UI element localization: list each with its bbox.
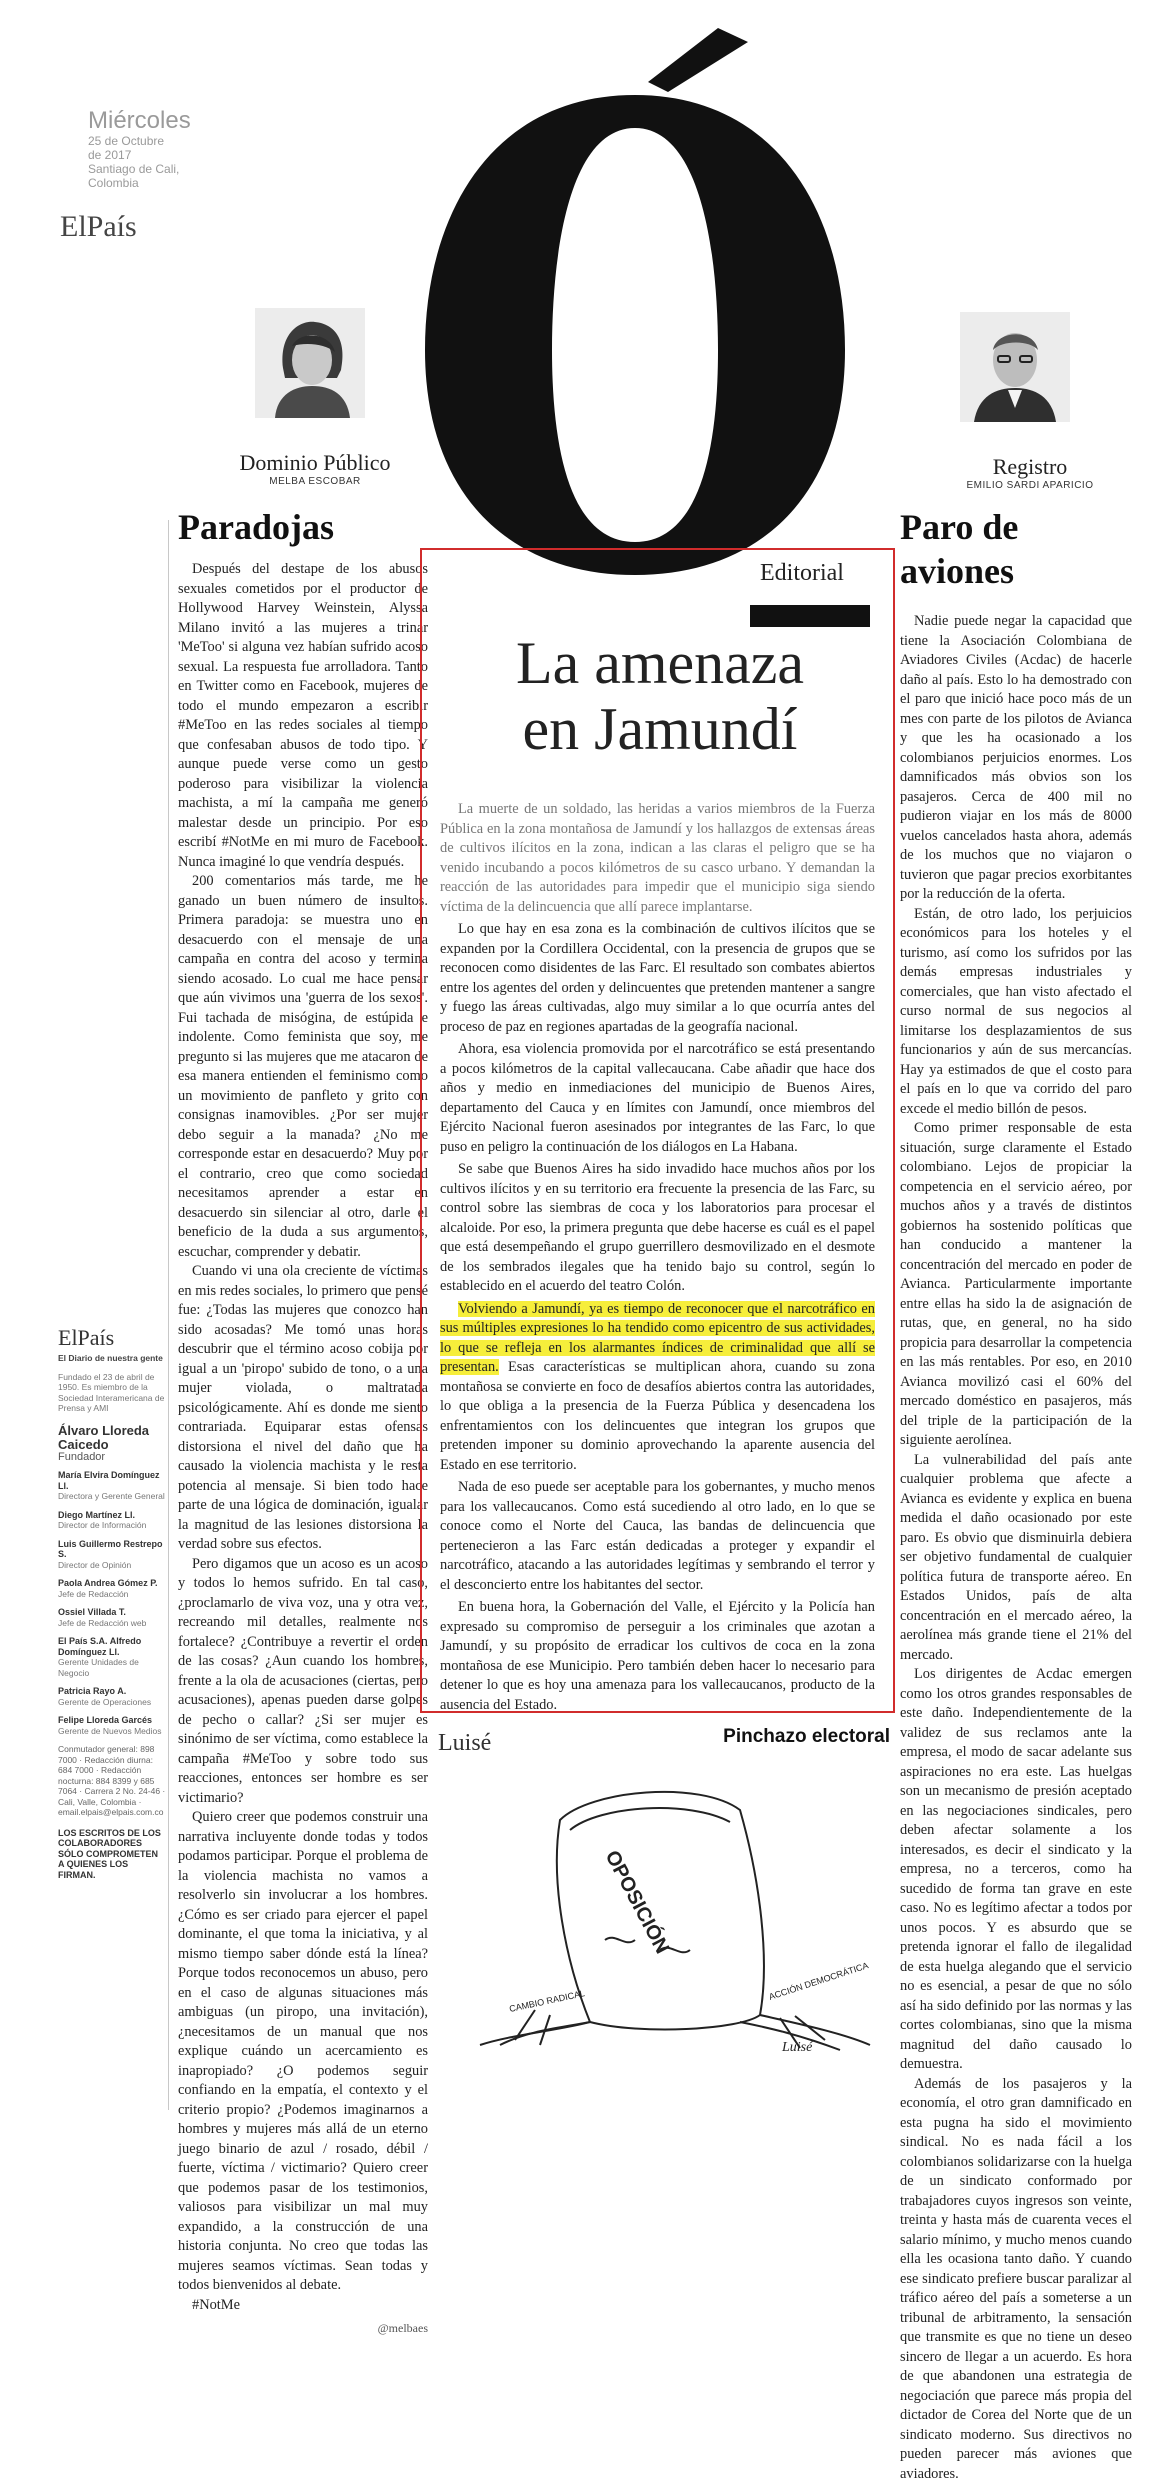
- staff-entry: [58, 1510, 166, 1531]
- paragraph: Quiero creer que podemos construir una narrativa incluyente donde todas y todos podamos participar. Porque el problema de la violencia machista no vamos a resolverlo sin involucrar a los hombres. ¿Cómo es ser criado para ejercer el papel dominante, el que toma la iniciativa, y al mismo tiempo saber dónde está la línea? Porque todos reconocemos un abuso, pero en el caso de algunas situaciones más ambiguas (un piropo, una invitación), ¿necesitamos de un manual que nos explique cuándo un acercamiento es inapropiado? ¿O podemos seguir confiando en la empatía, el contexto y el criterio propio? ¿Podemos imaginarnos a hombres y mujeres más allá de un eterno juego binario de azul / rosado, débil / fuerte, víctima / victimario? Quiero creer que podemos pasar de los testimonios, valiosos para visibilizar un mal muy expandido, a la construcción de una historia conjunta. No creo que todas las mujeres seamos víctimas. Sean todas y todos bienvenidos al debate.: [178, 1808, 428, 2296]
- editorial-headline: [440, 630, 880, 762]
- staff-role: Gerente de Nuevos Medios: [58, 1726, 166, 1737]
- staff-role: Gerente Unidades de Negocio: [58, 1657, 166, 1678]
- staff-role: Fundador: [58, 1452, 166, 1463]
- masthead-logo: ElPaís: [58, 1325, 166, 1351]
- paragraph: Se sabe que Buenos Aires ha sido invadido hace muchos años por los cultivos ilícitos y en su territorio era frecuente la presencia de las Farc, su control sobre las siembras de coca y los laboratorios para procesar el alcaloide. Por eso, la primera pregunta que debe hacerse es cuál es el papel que está desempeñando el grupo guerrillero desmovilizado en el desmote de los sembrados ilegales que ha tenido bajo su control, según lo establecido en el acuerdo del teatro Colón.: [440, 1160, 875, 1297]
- date-line: Colombia: [88, 176, 198, 190]
- staff-entry: [58, 1607, 166, 1628]
- staff-name: El País S.A. Alfredo Domínguez Ll.: [58, 1636, 166, 1657]
- author-photo-emilio: [960, 312, 1070, 422]
- staff-name: María Elvira Domínguez Ll.: [58, 1470, 166, 1491]
- staff-entry: [58, 1539, 166, 1571]
- paragraph: La muerte de un soldado, las heridas a varios miembros de la Fuerza Pública en la zona montañosa de Jamundí y los hallazgos de extensas áreas de cultivos ilícitos en la zona, indican a las claras el peligro que se ha venido incubando a pocos kilómetros de su casco urbano. Y demandan la reacción de las autoridades para impedir que el municipio siga siendo víctima de la delincuencia que allí parece implantarse.: [440, 800, 875, 917]
- staff-role: Jefe de Redacción web: [58, 1618, 166, 1629]
- left-article-title: Paradojas: [178, 505, 428, 549]
- staff-role: Jefe de Redacción: [58, 1589, 166, 1600]
- masthead-founded: Fundado el 23 de abril de 1950. Es miembro de la Sociedad Interamericana de Prensa y AMI: [58, 1372, 166, 1414]
- date-line: Santiago de Cali,: [88, 162, 198, 176]
- staff-entry: [58, 1636, 166, 1678]
- staff-name: Ossiel Villada T.: [58, 1607, 166, 1618]
- paragraph: Los dirigentes de Acdac emergen como los otros grandes responsables de este daño. Independientemente de la validez de sus reclamos ante la empresa, el modo de sacar adelante sus aspiraciones no era este. Las huelgas son un mecanismo de presión aceptado en las negociaciones sindicales, pero deben afectar solamente a los interesados, es decir el sindicato y la empresa, no a terceros, como ha sucedido de forma tan grave en este caso. No es legítimo afectar a todos por unos pocos. Y es absurdo que se pretenda ignorar el fallo de ilegalidad de esta huelga alegando que el servicio no es esencial, a pesar de que no sólo así ha sido definido por las normas y las cortes colombianas, sino que la misma magnitud del daño causado lo demuestra.: [900, 1665, 1132, 2075]
- right-byline: [930, 454, 1130, 491]
- cartoon-signature: Luisé: [782, 2040, 812, 2056]
- section-name: Registro: [930, 454, 1130, 480]
- right-article-body: [900, 612, 1132, 2484]
- editorial-label: Editorial: [760, 560, 844, 587]
- editorial-body: [440, 800, 875, 1718]
- paragraph: Nada de eso puede ser aceptable para los gobernantes, y mucho menos para los vallecaucanos. Como está sucediendo al otro lado, en lo que se conoce como el Norte del Cauca, las bandas de delincuencia que pertenecieron a las Farc están dedicadas a proteger y expandir el narcotráfico, atacando a las autoridades legítimas y sembrando el terror y el desconcierto entre los habitantes del sector.: [440, 1478, 875, 1595]
- staff-role: Director de Opinión: [58, 1560, 166, 1571]
- editorial-bar: [750, 605, 870, 627]
- date-line: 25 de Octubre: [88, 134, 198, 148]
- left-byline: [190, 450, 440, 487]
- cartoon-drawing: [440, 1760, 890, 2065]
- staff-role: Gerente de Operaciones: [58, 1697, 166, 1708]
- masthead-tagline: El Diario de nuestra gente: [58, 1353, 166, 1364]
- staff-role: Director de Información: [58, 1520, 166, 1531]
- column-divider: [168, 520, 169, 2110]
- paragraph: [440, 1300, 875, 1476]
- right-article-title: [900, 505, 1130, 593]
- date-line: de 2017: [88, 148, 198, 162]
- section-name: Dominio Público: [190, 450, 440, 476]
- paragraph: Además de los pasajeros y la economía, el otro gran damnificado en esta pugna ha sido el movimiento sindical. No es nada fácil a los colombianos solidarizarse con la huelga de un sindicato conformado por trabajadores cuyos ingresos son veinte, treinta y hasta más de cuarenta veces el salario mínimo, y mucho menos cuando ella les ocasiona tanto daño. Y cuando ese sindicato prefiere buscar paralizar al tráfico aéreo del país a someterse a un tribunal de arbitramento, la sensación que transmite es que no tiene un deseo sincero de llegar a un acuerdo. Es hora de que abandonen una estrategia de negociación que parece más propia del dictador de Corea del Norte que de un sindicato moderno. Sus directivos no pueden parecer más aviones que aviadores.: [900, 2075, 1132, 2484]
- weekday: Miércoles: [88, 108, 198, 134]
- staff-role: Directora y Gerente General: [58, 1491, 166, 1502]
- masthead-contact: Conmutador general: 898 7000 · Redacción diurna: 684 7000 · Redacción nocturna: 884 8399 y 685 7064 · Carrera 2 No. 24-46 · Cali, Valle, Colombia · email.elpais@elpais.com.co: [58, 1744, 166, 1818]
- paragraph: Pero digamos que un acoso es un acoso y todos lo hemos sufrido. En tal caso, ¿proclamarlo de viva voz, una y otra vez, recreando mil detalles, realmente nos fortalece? ¿Contribuye a revertir el orden de las cosas? ¿Aun cuando los hombres, frente a la ola de acusaciones (ciertas, pero acusaciones), apenas pueden darse golpes de pecho o callar? ¿Si ser mujer es sinónimo de ser víctima, como establece la campaña #MeToo y sobre todo sus reacciones, entonces ser hombre es ser victimario?: [178, 1555, 428, 1809]
- staff-entry: [58, 1715, 166, 1736]
- cartoon-title: Pinchazo electoral: [690, 1726, 890, 1748]
- paragraph: En buena hora, la Gobernación del Valle, el Ejército y la Policía han expresado su compromiso de perseguir a los criminales que azotan a Jamundí, y su propósito de erradicar los cultivos de coca en la zona montañosa de ese Municipio. Pero también deben hacer lo necesario para detener lo que es hoy una amenaza para los vallecaucanos, producto de la ausencia del Estado.: [440, 1598, 875, 1715]
- staff-entry: [58, 1578, 166, 1599]
- paragraph: La vulnerabilidad del país ante cualquier problema que afecte a Avianca es evidente y explica en buena medida el daño ocasionado por este paro. Es obvio que disminuirla debiera ser objetivo fundamental de cualquier política futura de transporte aéreo. En Estados Unidos, país de alta concentración en el mercado aéreo, la aerolínea más grande tiene el 21% del mercado.: [900, 1451, 1132, 1666]
- left-article-body: [178, 560, 428, 2339]
- highlighted-text: Volviendo a Jamundí, ya es tiempo de reconocer que el narcotráfico en sus múltiples expresiones lo ha tendido como epicentro de sus actividades, lo que se refleja en los alarmantes índices de criminalidad que allí se presentan.: [440, 1301, 875, 1376]
- paragraph-text: Esas características se multiplican ahora, cuando su zona montañosa se convierte en foco de desafíos abiertos contra las autoridades, lo que obliga a la presencia de la Fuerza Pública y desencadena los enfrentamientos con los delincuentes que integran los grupos que pretenden imponer su dominio aprovechando la aparente ausencia del Estado en ese territorio.: [440, 1359, 875, 1473]
- staff-name: Diego Martínez Ll.: [58, 1510, 166, 1521]
- paragraph: Después del destape de los abusos sexuales cometidos por el productor de Hollywood Harvey Weinstein, Alyssa Milano invitó a las mujeres a trinar 'MeToo' si alguna vez habían sufrido acoso sexual. La respuesta fue arrolladora. Tanto en Twitter como en Facebook, mujeres de todo el mundo empezaron a escribir #MeToo en las redes sociales al tiempo que confesaban abusos de todo tipo. Y aunque puede verse como un gesto poderoso para visibilizar la violencia machista, a mí la campaña me generó malestar desde un principio. Por eso escribí #NotMe en mi muro de Facebook. Nunca imaginé lo que vendría después.: [178, 560, 428, 872]
- paragraph: Nadie puede negar la capacidad que tiene la Asociación Colombiana de Aviadores Civiles (Acdac) de hacerle daño al país. Esto lo ha demostrado con el paro que inició hace poco más de un mes con parte de los pilotos de Avianca y que les ha ocasionado a los colombianos perjuicios enormes. Los damnificados más obvios son los pasajeros. Cerca de 400 mil no pudieron viajar en los más de 8000 vuelos cancelados hasta ahora, además de los muchos que no viajaron o tuvieron que pagar precios exorbitantes por la reducción de la oferta.: [900, 612, 1132, 905]
- staff-entry: [58, 1470, 166, 1502]
- paragraph: Cuando vi una ola creciente de víctimas en mis redes sociales, lo primero que pensé fue: ¿Todas las mujeres que conozco han sido acosadas? Me tomó unas horas descubrir que el término acoso cobija por igual a un 'piropo' subido de tono, o a una mujer violada, o maltratada psicológicamente. Ahí es donde me siento contrariada. Equiparar estas ofensas distorsiona el nivel del daño que ha causado la violencia machista y le resta potencia al mensaje. Si bien todo hace parte de una lógica de dominación, igualar la magnitud de las lesiones distorsiona la verdad sobre sus efectos.: [178, 1262, 428, 1555]
- staff-name: Luis Guillermo Restrepo S.: [58, 1539, 166, 1560]
- paragraph: Lo que hay en esa zona es la combinación de cultivos ilícitos que se expanden por la Cordillera Occidental, con la presencia de grupos que se reconocen como disidentes de las Farc. El resultado son combates abiertos entre los agentes del orden y delincuentes que pretenden mantener a sangre y fuego las áreas cultivadas, algo muy similar a lo que ocurría antes del proceso de paz en regiones apartadas de la geografía nacional.: [440, 920, 875, 1037]
- author-name: MELBA ESCOBAR: [190, 476, 440, 487]
- paragraph: Están, de otro lado, los perjuicios económicos para los hoteles y el turismo, así como los sufridos por las demás empresas industriales y comerciales, que han visto afectado el curso normal de sus negocios al limitarse los desplazamientos de sus funcionarios y aún de sus mercancías. Hay ya estimados de que el costo para el país en lo que va corrido del paro excede el medio billón de pesos.: [900, 905, 1132, 1120]
- staff-name: Felipe Lloreda Garcés: [58, 1715, 166, 1726]
- tire-label: OPOSICIÓN: [601, 1846, 675, 1957]
- hashtag: #NotMe: [178, 2296, 428, 2316]
- headline-line: en Jamundí: [440, 696, 880, 762]
- title-line: Paro de: [900, 505, 1130, 549]
- author-handle: @melbaes: [178, 2319, 428, 2339]
- staff-entry: [58, 1686, 166, 1707]
- staff-name: Álvaro Lloreda Caicedo: [58, 1424, 166, 1452]
- cartoonist-name: Luisé: [438, 1730, 491, 1757]
- author-name: EMILIO SARDI APARICIO: [930, 480, 1130, 491]
- author-photo-melba: [255, 308, 365, 418]
- headline-line: La amenaza: [440, 630, 880, 696]
- paragraph: Como primer responsable de esta situación, surge claramente el Estado colombiano. Lejos de propiciar la competencia en el servicio aéreo, por muchos años y a través de distintos gobiernos ha sostenido políticas que han conducido a mantener la concentración del mercado en poder de Avianca. Particularmente importante entre ellas ha sido la de asignación de rutas, que, en general, no ha sido propicia para desarrollar la competencia en las más rentables. Por eso, en 2010 Avianca movilizó casi el 60% del mercado doméstico en pasajeros, más del triple de la participación de la siguiente aerolínea.: [900, 1119, 1132, 1451]
- tag-right: ACCIÓN DEMOCRÁTICA: [768, 1960, 870, 2002]
- paragraph: Ahora, esa violencia promovida por el narcotráfico se está presentando a pocos kilómetros de la capital vallecaucana. Cabe añadir que hace dos años y medio en inmediaciones del municipio de Buenos Aires, departamento del Cauca y en límites con Jamundí, once miembros del Ejército Nacional fueron asesinados por integrantes de las Farc, lo que puso en peligro la continuación de los diálogos en La Habana.: [440, 1040, 875, 1157]
- staff-name: Paola Andrea Gómez P.: [58, 1578, 166, 1589]
- staff-entry: [58, 1424, 166, 1463]
- brand-logo: ElPaís: [60, 210, 137, 244]
- opinion-o-logo: [400, 20, 870, 580]
- title-line: aviones: [900, 549, 1130, 593]
- masthead: [58, 1325, 166, 1880]
- date-block: [88, 108, 198, 190]
- tag-left: CAMBIO RADICAL: [508, 1988, 585, 2014]
- masthead-notice: LOS ESCRITOS DE LOS COLABORADORES SÓLO COMPROMETEN A QUIENES LOS FIRMAN.: [58, 1828, 166, 1881]
- paragraph: 200 comentarios más tarde, me he ganado un buen número de insultos. Primera paradoja: se muestra uno en desacuerdo con el mensaje de una campaña en contra del acoso y termina siendo acosado. Lo cual me hace pensar que aún vivimos una 'guerra de los sexos'. Fui tachada de misógina, de estúpida e indolente. Como feminista que soy, me pregunto si las mujeres que me atacaron de esa manera entienden el feminismo como un movimiento de panfleto y grito con consignas inamovibles. ¿Por ser mujer debo seguir a la manada? ¿No me corresponde estar en desacuerdo? Muy por el contrario, creo que como sociedad necesitamos aprender a estar en desacuerdo sin silenciar al otro, darle el beneficio de la duda a sus argumentos, escuchar, comprender y debatir.: [178, 872, 428, 1262]
- staff-name: Patricia Rayo A.: [58, 1686, 166, 1697]
